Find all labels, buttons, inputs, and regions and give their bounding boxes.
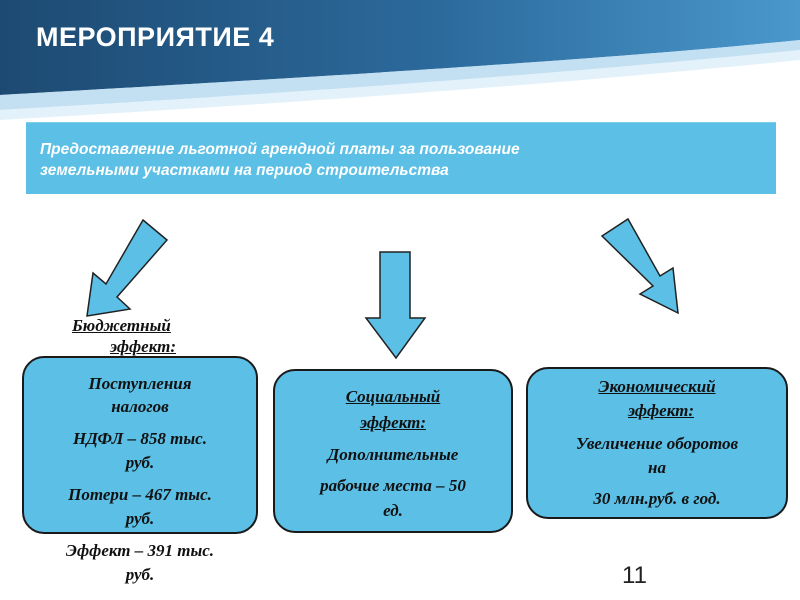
slide-title: МЕРОПРИЯТИЕ 4 <box>36 22 275 52</box>
economic-heading-2: эффект: <box>628 401 694 420</box>
arrow-down-icon <box>366 252 425 358</box>
budget-line-6: руб. <box>125 509 155 528</box>
budget-heading-2: эффект: <box>110 337 176 356</box>
social-heading-1: Социальный <box>345 387 441 406</box>
economic-heading-1: Экономический <box>598 377 716 396</box>
banner-text: Предоставление льготной арендной платы за пользование земельными участками на период строительства <box>40 141 520 179</box>
economic-line-1: Увеличение оборотов <box>575 434 739 453</box>
budget-line-8: руб. <box>125 565 155 584</box>
social-heading-2: эффект: <box>360 413 426 432</box>
arrow-right-icon <box>602 219 678 313</box>
economic-line-3: 30 млн.руб. в год. <box>593 489 721 508</box>
arrow-left-icon <box>87 220 167 316</box>
budget-line-1: Поступления <box>88 374 192 393</box>
social-line-3: ед. <box>383 501 403 520</box>
social-line-2: рабочие места – 50 <box>320 476 466 495</box>
budget-line-2: налогов <box>111 397 169 416</box>
budget-line-7: Эффект – 391 тыс. <box>65 541 215 560</box>
budget-line-4: руб. <box>125 453 155 472</box>
budget-line-3: НДФЛ – 858 тыс. <box>73 429 207 448</box>
page-number: 11 <box>622 562 647 589</box>
economic-line-2: на <box>648 458 666 477</box>
budget-line-5: Потери – 467 тыс. <box>68 485 212 504</box>
budget-heading-1: Бюджетный <box>72 316 171 335</box>
social-line-1: Дополнительные <box>327 445 459 464</box>
